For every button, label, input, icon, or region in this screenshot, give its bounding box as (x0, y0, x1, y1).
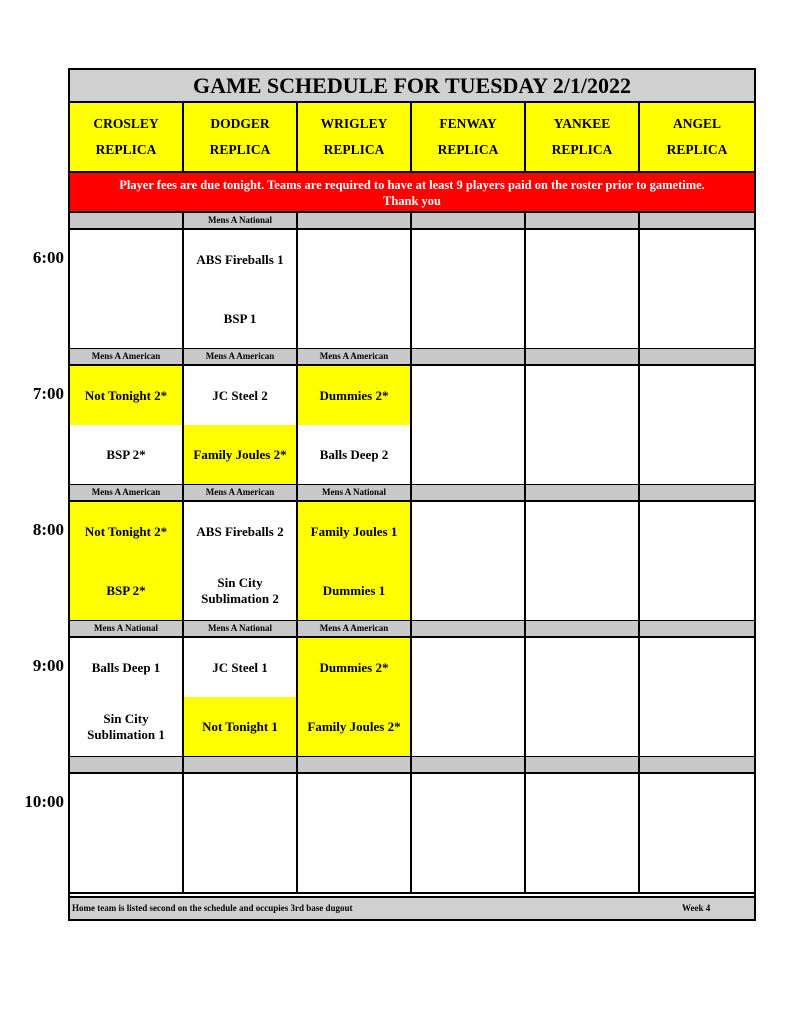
division-label (640, 757, 754, 772)
slot-separator (70, 892, 754, 894)
away-team (526, 502, 638, 561)
away-team: Balls Deep 1 (91, 659, 161, 675)
game-row (70, 774, 754, 892)
game-cell (298, 774, 412, 892)
home-team: BSP 2* (70, 561, 182, 620)
home-team (640, 425, 754, 484)
division-label: Mens A American (184, 485, 298, 500)
home-team: Sin City Sublimation 1 (87, 710, 165, 742)
division-label (526, 485, 640, 500)
field-sub: REPLICA (551, 142, 613, 157)
away-team: Not Tonight 2* (70, 366, 182, 425)
game-cell (298, 366, 412, 484)
division-label (70, 213, 184, 228)
game-cell (70, 774, 184, 892)
away-team (526, 230, 638, 289)
division-label (640, 485, 754, 500)
home-team (640, 833, 754, 892)
division-label: Mens A American (298, 621, 412, 636)
field-name: WRIGLEY (320, 116, 388, 131)
home-team (640, 289, 754, 348)
home-team: BSP 1 (223, 310, 257, 326)
game-cell (526, 774, 640, 892)
away-team (640, 502, 754, 561)
time-slot (70, 349, 754, 484)
away-team: Not Tonight 2* (70, 502, 182, 561)
game-cell (640, 502, 754, 620)
home-team (526, 697, 638, 756)
away-team (412, 774, 524, 833)
home-team: Sin City Sublimation 2 (201, 574, 279, 606)
division-label (412, 349, 526, 364)
field-header-wrigley (298, 103, 412, 171)
field-header-row (70, 103, 754, 171)
away-team (412, 502, 524, 561)
game-row (70, 638, 754, 756)
time-label: 9:00 (32, 656, 64, 675)
field-sub: REPLICA (209, 142, 271, 157)
division-label (640, 621, 754, 636)
game-cell (70, 638, 184, 756)
schedule-footer (70, 896, 754, 919)
away-team: Family Joules 1 (298, 502, 410, 561)
away-team: Dummies 2* (298, 366, 410, 425)
away-team (298, 230, 410, 289)
game-cell (526, 638, 640, 756)
home-team: Dummies 1 (298, 561, 410, 620)
game-cell (298, 230, 412, 348)
game-cell (70, 366, 184, 484)
home-team (640, 697, 754, 756)
notice-line-2: Thank you (382, 194, 442, 208)
home-team (412, 561, 524, 620)
game-cell (526, 230, 640, 348)
division-label (526, 621, 640, 636)
game-cell (70, 230, 184, 348)
away-team (526, 774, 638, 833)
field-name: ANGEL (672, 116, 721, 131)
field-header-crosley (70, 103, 184, 171)
division-label (298, 213, 412, 228)
notice-line-1: Player fees are due tonight. Teams are required to have at least 9 players paid on the roster prior to gametime. (119, 178, 705, 192)
home-team: Not Tonight 1 (184, 697, 296, 756)
home-team: Family Joules 2* (298, 697, 410, 756)
time-label: 10:00 (24, 792, 64, 811)
game-cell (640, 366, 754, 484)
time-label: 7:00 (32, 384, 64, 403)
game-cell (412, 366, 526, 484)
game-cell (184, 366, 298, 484)
game-cell (412, 774, 526, 892)
home-team (412, 289, 524, 348)
field-name: DODGER (210, 116, 270, 131)
away-team (412, 638, 524, 697)
game-cell (640, 230, 754, 348)
home-team (70, 833, 182, 892)
division-label (526, 757, 640, 772)
game-cell (412, 502, 526, 620)
away-team (526, 366, 638, 425)
division-row (70, 213, 754, 230)
away-team (526, 638, 638, 697)
home-team (298, 289, 410, 348)
game-cell (184, 638, 298, 756)
away-team: ABS Fireballs 2 (196, 523, 284, 539)
game-cell (412, 230, 526, 348)
field-name: FENWAY (439, 116, 497, 131)
schedule-title: GAME SCHEDULE FOR TUESDAY 2/1/2022 (70, 70, 754, 103)
game-cell (526, 366, 640, 484)
field-header-fenway (412, 103, 526, 171)
home-team: Balls Deep 2 (319, 446, 389, 462)
away-team (70, 774, 182, 833)
field-name: CROSLEY (93, 116, 159, 131)
division-row (70, 757, 754, 774)
division-label (526, 213, 640, 228)
field-header-dodger (184, 103, 298, 171)
home-team (412, 697, 524, 756)
away-team (298, 774, 410, 833)
game-row (70, 230, 754, 348)
game-cell (70, 502, 184, 620)
division-label: Mens A National (70, 621, 184, 636)
game-cell (526, 502, 640, 620)
away-team (640, 774, 754, 833)
division-row (70, 349, 754, 366)
division-row (70, 621, 754, 638)
home-team (526, 833, 638, 892)
division-label (184, 757, 298, 772)
home-team (298, 833, 410, 892)
time-slot (70, 757, 754, 892)
away-team (184, 774, 296, 833)
home-team (184, 833, 296, 892)
game-cell (412, 638, 526, 756)
away-team: JC Steel 1 (212, 659, 268, 675)
time-slot (70, 621, 754, 756)
division-label (640, 349, 754, 364)
home-team-note: Home team is listed second on the schedule and occupies 3rd base dugout (72, 903, 353, 913)
division-label: Mens A American (298, 349, 412, 364)
home-team (412, 833, 524, 892)
division-label (412, 621, 526, 636)
field-name: YANKEE (553, 116, 611, 131)
field-header-yankee (526, 103, 640, 171)
week-label: Week 4 (682, 903, 711, 913)
away-team (412, 366, 524, 425)
game-cell (640, 638, 754, 756)
schedule-sheet (68, 68, 756, 921)
division-label (298, 757, 412, 772)
division-label (412, 213, 526, 228)
division-row (70, 485, 754, 502)
game-cell (184, 774, 298, 892)
home-team: BSP 2* (106, 446, 146, 462)
division-label (412, 757, 526, 772)
game-cell (298, 502, 412, 620)
away-team (640, 638, 754, 697)
division-label: Mens A American (70, 349, 184, 364)
field-sub: REPLICA (437, 142, 499, 157)
away-team: ABS Fireballs 1 (196, 251, 284, 267)
player-fee-notice (70, 171, 754, 213)
time-slot (70, 213, 754, 348)
game-cell (184, 230, 298, 348)
division-label: Mens A National (184, 621, 298, 636)
home-team (412, 425, 524, 484)
division-label (412, 485, 526, 500)
home-team (526, 561, 638, 620)
game-row (70, 502, 754, 620)
away-team: Dummies 2* (298, 638, 410, 697)
home-team (526, 425, 638, 484)
away-team (412, 230, 524, 289)
division-label: Mens A National (298, 485, 412, 500)
field-sub: REPLICA (666, 142, 728, 157)
home-team (526, 289, 638, 348)
away-team: JC Steel 2 (212, 387, 268, 403)
game-row (70, 366, 754, 484)
division-label: Mens A National (184, 213, 298, 228)
home-team (70, 289, 182, 348)
time-slot (70, 485, 754, 620)
away-team (640, 366, 754, 425)
division-label (640, 213, 754, 228)
field-header-angel (640, 103, 754, 171)
game-cell (298, 638, 412, 756)
home-team: Family Joules 2* (184, 425, 296, 484)
game-cell (184, 502, 298, 620)
time-label: 8:00 (32, 520, 64, 539)
field-sub: REPLICA (323, 142, 385, 157)
time-label: 6:00 (32, 248, 64, 267)
division-label: Mens A American (184, 349, 298, 364)
home-team (640, 561, 754, 620)
field-sub: REPLICA (95, 142, 157, 157)
division-label (526, 349, 640, 364)
division-label (70, 757, 184, 772)
game-cell (640, 774, 754, 892)
away-team (640, 230, 754, 289)
away-team (70, 230, 182, 289)
division-label: Mens A American (70, 485, 184, 500)
